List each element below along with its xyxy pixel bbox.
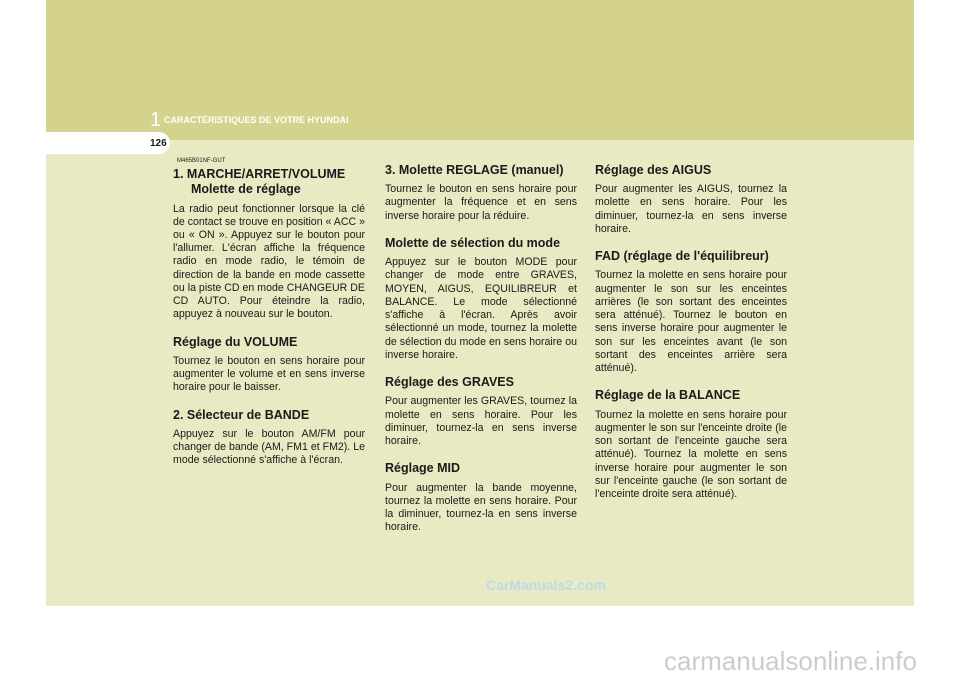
section-code: M465B01NF-GUT xyxy=(177,158,226,164)
heading-mid: Réglage MID xyxy=(385,461,461,476)
heading-line-1: 1. MARCHE/ARRET/VOLUME xyxy=(173,167,346,181)
page-number: 126 xyxy=(150,138,167,149)
paragraph-tune: Tournez le bouton en sens horaire pour augmenter la fréquence et en sens inverse horaire pour la réduire. xyxy=(385,183,577,222)
paragraph-mode: Appuyez sur le bouton MODE pour changer de mode entre GRAVES, MOYEN, AIGUS, EQUILIBREUR et BALANCE. Le mode sélectionné s'affiche à l'écran. Après avoir sélectionné un mode, tournez la molette de sélection du mode en sens horaire ou inverse horaire. xyxy=(385,256,577,361)
paragraph-bass: Pour augmenter les GRAVES, tournez la molette en sens horaire. Pour les diminuer, tournez-la en sens inverse horaire. xyxy=(385,395,577,448)
watermark-carmanuals2[interactable]: CarManuals2.com xyxy=(486,577,606,593)
heading-power-volume xyxy=(173,167,365,198)
paragraph-balance: Tournez la molette en sens horaire pour augmenter le son sur l'enceinte droite (le son sortant de l'enceinte gauche sera atténué). Tournez la molette en sens inverse horaire pour augmenter le son sur l'enceinte gauche (le son sortant de l'enceinte droite sera atténué). xyxy=(595,408,787,500)
paragraph-treble: Pour augmenter les AIGUS, tournez la molette en sens horaire. Pour les diminuer, tournez-la en sens inverse horaire. xyxy=(595,183,787,235)
paragraph-mid: Pour augmenter la bande moyenne, tournez la molette en sens horaire. Pour la diminuer, tournez-la en sens inverse horaire. xyxy=(385,481,577,534)
heading-line-2: Molette de réglage xyxy=(191,182,301,197)
paragraph-power: La radio peut fonctionner lorsque la clé de contact se trouve en position « ACC » ou « ON ». Appuyez sur le bouton pour l'allumer. L'écran affiche la fréquence radio en mode radio, le témoin de direction de la bande en mode cassette ou la piste CD en mode CHANGEUR DE CD AUTO. Pour éteindre la radio, appuyez à nouveau sur le bouton. xyxy=(173,202,365,321)
chapter-title: CARACTÉRISTIQUES DE VOTRE HYUNDAI xyxy=(164,115,349,125)
heading-bass: Réglage des GRAVES xyxy=(385,375,514,390)
column-2 xyxy=(385,163,577,547)
heading-fader: FAD (réglage de l'équilibreur) xyxy=(595,249,769,264)
column-3 xyxy=(595,163,787,514)
heading-treble: Réglage des AIGUS xyxy=(595,163,712,177)
paragraph-fader: Tournez la molette en sens horaire pour augmenter le son sur les enceintes arrières (le son sortant des enceintes sera atténué). Tournez le bouton en sens inverse horaire pour augmenter le son sur les enceintes avant (le son sortant des enceintes arrière sera atténué). xyxy=(595,269,787,375)
heading-band: 2. Sélecteur de BANDE xyxy=(173,407,310,422)
heading-mode: Molette de sélection du mode xyxy=(385,235,561,250)
heading-tune: 3. Molette REGLAGE (manuel) xyxy=(385,163,564,177)
paragraph-volume: Tournez le bouton en sens horaire pour augmenter le volume et en sens inverse horaire pour le baisser. xyxy=(173,354,365,394)
chapter-number: 1 xyxy=(150,109,162,131)
heading-volume: Réglage du VOLUME xyxy=(173,334,298,349)
watermark-carmanualsonline: carmanualsonline.info xyxy=(664,646,917,676)
paragraph-band: Appuyez sur le bouton AM/FM pour changer de bande (AM, FM1 et FM2). Le mode sélectionné s'affiche à l'écran. xyxy=(173,427,365,467)
heading-balance: Réglage de la BALANCE xyxy=(595,388,741,403)
column-1 xyxy=(173,158,365,481)
